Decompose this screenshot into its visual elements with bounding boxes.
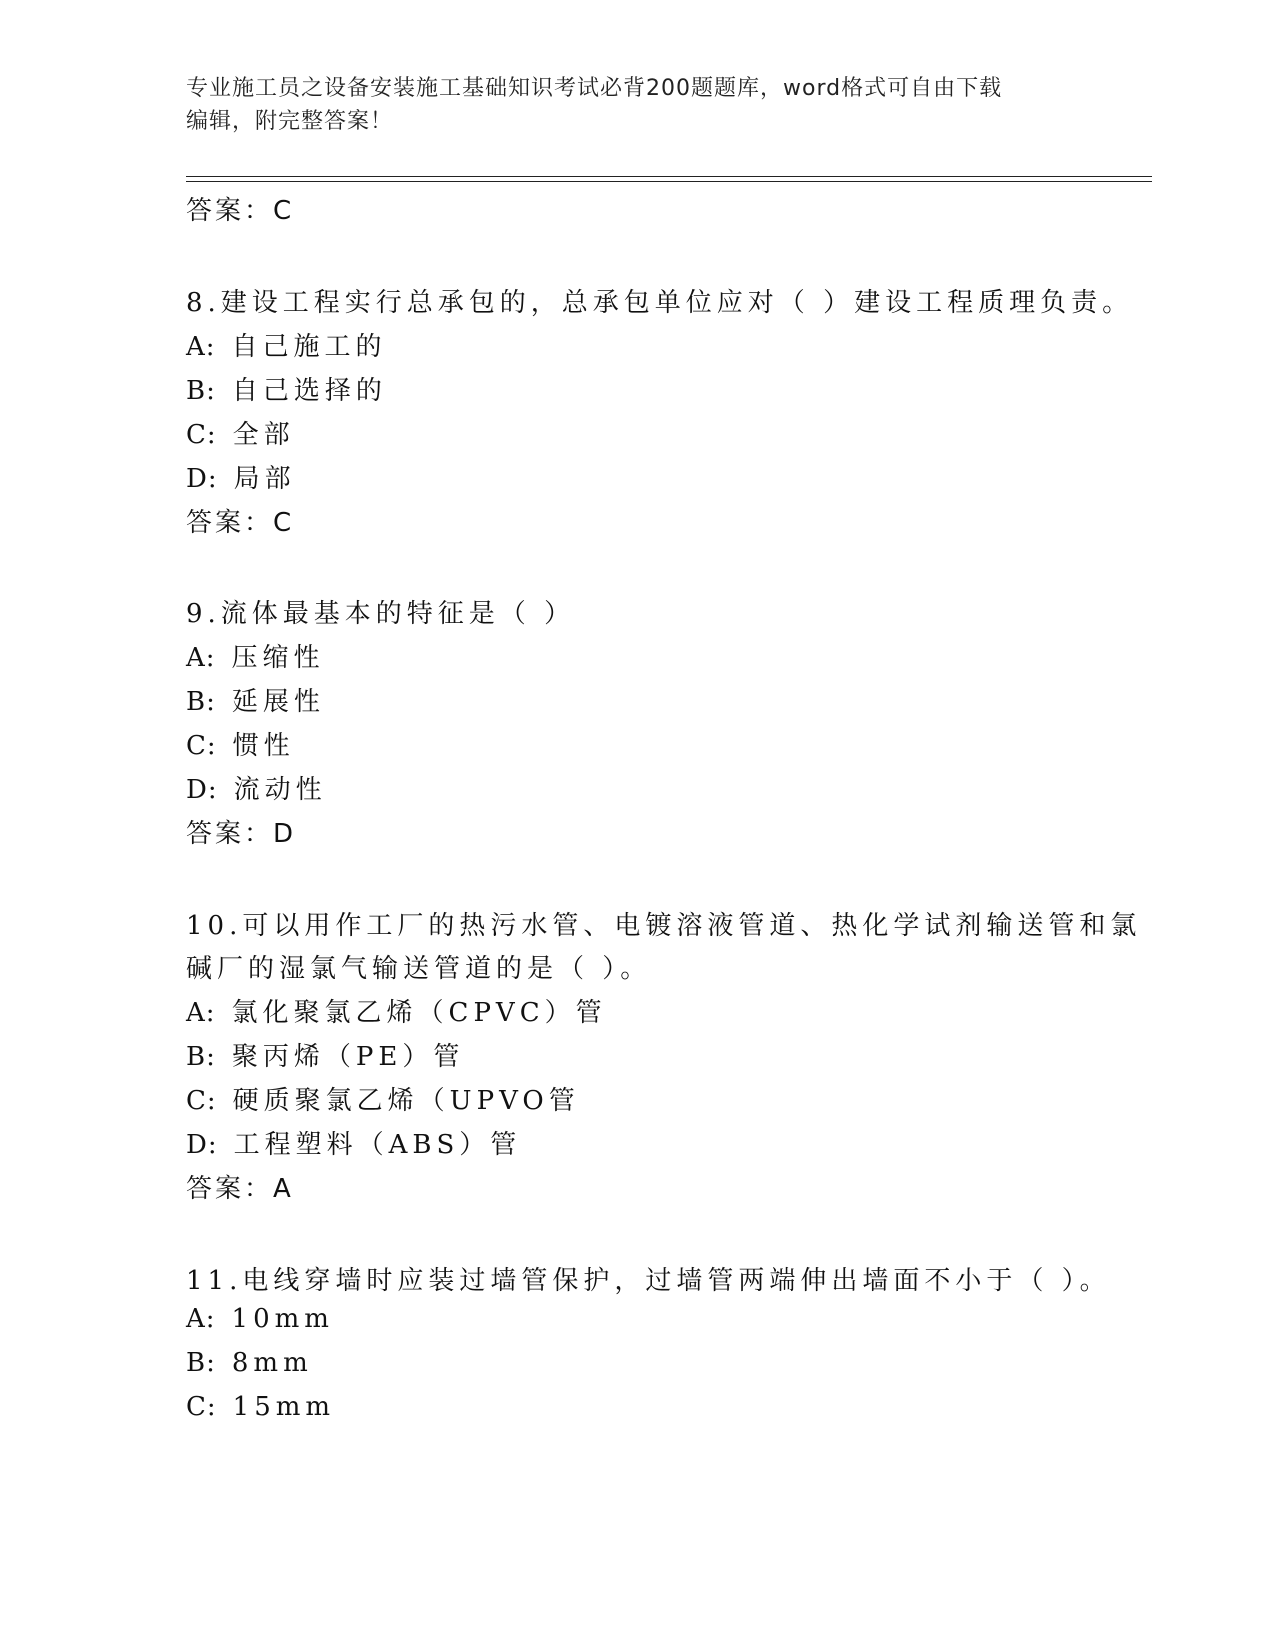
option-text: 压缩性 xyxy=(231,643,325,673)
option-label: A: xyxy=(186,332,216,362)
option-text: 自己选择的 xyxy=(231,376,387,406)
option-label: B: xyxy=(186,1042,216,1072)
question-9-option-d xyxy=(186,769,327,806)
question-8-answer: 答案：C xyxy=(186,508,295,538)
option-text: 氯化聚氯乙烯（CPVC）管 xyxy=(231,998,607,1028)
option-text: 15mm xyxy=(232,1392,336,1422)
question-11-option-a xyxy=(186,1304,334,1334)
option-label: C: xyxy=(186,420,217,450)
question-10-answer: 答案：A xyxy=(186,1174,294,1204)
question-11-option-b xyxy=(186,1348,313,1378)
option-label: B: xyxy=(186,687,216,717)
option-text: 全部 xyxy=(232,420,295,450)
option-label: D: xyxy=(186,464,218,494)
option-text: 工程塑料（ABS）管 xyxy=(233,1130,522,1160)
question-10-text-line-2: 碱厂的湿氯气输送管道的是（ ）。 xyxy=(186,954,652,984)
question-8-text: 8.建设工程实行总承包的，总承包单位应对（ ）建设工程质理负责。 xyxy=(186,288,1134,318)
option-label: C: xyxy=(186,1392,217,1422)
question-10-option-d xyxy=(186,1124,521,1161)
question-9-text: 9.流体最基本的特征是（ ） xyxy=(186,599,576,629)
question-9-option-b xyxy=(186,681,325,718)
option-label: D: xyxy=(186,1130,218,1160)
option-text: 10mm xyxy=(231,1304,334,1334)
option-label: B: xyxy=(186,376,216,406)
option-label: D: xyxy=(186,775,218,805)
header-divider-bottom xyxy=(186,181,1152,182)
previous-answer: 答案：C xyxy=(186,196,295,226)
header-divider-top xyxy=(186,176,1152,177)
question-8-option-a xyxy=(186,326,387,363)
option-text: 流动性 xyxy=(233,775,327,805)
question-10-option-b xyxy=(186,1036,464,1073)
question-10-text-line-1: 10.可以用作工厂的热污水管、电镀溶液管道、热化学试剂输送管和氯 xyxy=(186,911,1142,941)
option-label: C: xyxy=(186,731,217,761)
question-10-option-c xyxy=(186,1080,580,1117)
option-label: C: xyxy=(186,1086,217,1116)
option-text: 聚丙烯（PE）管 xyxy=(231,1042,465,1072)
option-text: 延展性 xyxy=(231,687,325,717)
question-8-option-b xyxy=(186,370,387,407)
option-text: 自己施工的 xyxy=(231,332,387,362)
document-header xyxy=(186,72,1066,138)
question-9-option-c xyxy=(186,725,295,762)
option-label: B: xyxy=(186,1348,216,1378)
question-8-option-c xyxy=(186,414,295,451)
header-line-2: 编辑，附完整答案！ xyxy=(186,109,394,134)
option-text: 硬质聚氯乙烯（UPVO管 xyxy=(232,1086,580,1116)
header-line-1: 专业施工员之设备安装施工基础知识考试必背200题题库，word格式可自由下载 xyxy=(186,76,1003,101)
question-11-text: 11.电线穿墙时应装过墙管保护，过墙管两端伸出墙面不小于（ ）。 xyxy=(186,1266,1111,1296)
question-10-option-a xyxy=(186,992,607,1029)
question-11-option-c xyxy=(186,1392,335,1422)
question-9-answer: 答案：D xyxy=(186,819,297,849)
question-8-option-d xyxy=(186,458,296,495)
option-text: 8mm xyxy=(231,1348,313,1378)
question-9-option-a xyxy=(186,637,325,674)
option-label: A: xyxy=(186,1304,216,1334)
option-label: A: xyxy=(186,643,216,673)
option-text: 局部 xyxy=(233,464,296,494)
option-label: A: xyxy=(186,998,216,1028)
option-text: 惯性 xyxy=(232,731,295,761)
